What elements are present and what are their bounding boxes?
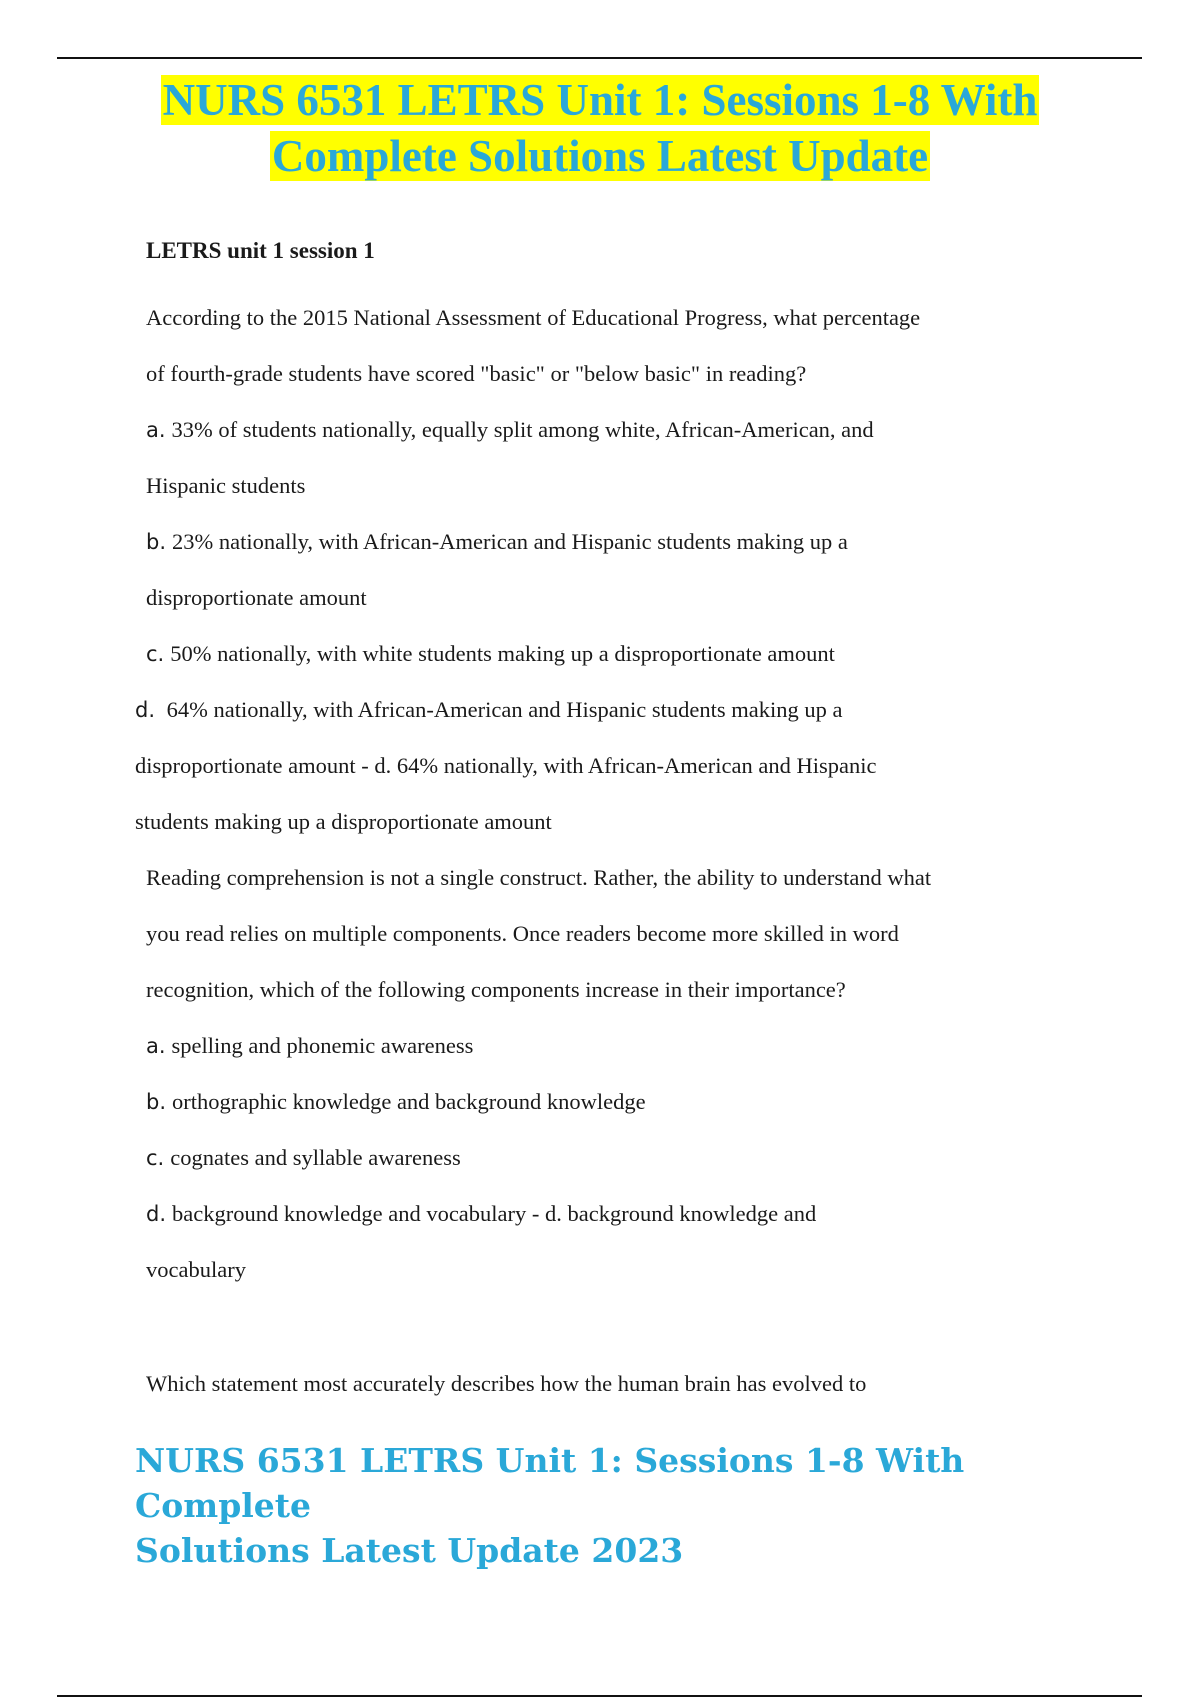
question-2-option-b — [146, 1074, 1146, 1130]
section-heading: LETRS unit 1 session 1 — [146, 238, 375, 263]
question-2-option-d — [146, 1186, 1146, 1242]
question-2-stem-line-2: you read relies on multiple components. Once readers become more skilled in word — [146, 921, 899, 946]
question-1-stem-line-1: According to the 2015 National Assessment of Educational Progress, what percentage — [146, 305, 921, 330]
question-2 — [146, 850, 1146, 1298]
option-text: 23% nationally, with African-American and Hispanic students making up a — [172, 529, 848, 554]
question-1-stem-line-2: of fourth-grade students have scored "basic" or "below basic" in reading? — [146, 361, 807, 386]
question-2-option-c — [146, 1130, 1146, 1186]
question-1-option-a-cont: Hispanic students — [146, 473, 306, 498]
option-text: 50% nationally, with white students making up a disproportionate amount — [170, 641, 835, 666]
footer-title-line-2: Solutions Latest Update 2023 — [135, 1531, 684, 1570]
question-1-option-b-cont: disproportionate amount — [146, 585, 367, 610]
bottom-rule — [57, 1695, 1142, 1697]
option-text: 64% nationally, with African-American and Hispanic students making up a — [166, 697, 843, 722]
question-1-option-d — [135, 682, 1146, 738]
question-1-option-d-cont-1: disproportionate amount - d. 64% nationally, with African-American and Hispanic — [135, 753, 877, 778]
question-2-option-d-cont: vocabulary — [146, 1257, 246, 1282]
question-1-option-c — [146, 626, 1146, 682]
option-text: spelling and phonemic awareness — [171, 1033, 474, 1058]
question-1-option-a — [146, 402, 1146, 458]
top-rule — [57, 57, 1142, 59]
option-letter: c. — [146, 642, 165, 666]
option-text: cognates and syllable awareness — [170, 1145, 461, 1170]
option-text: background knowledge and vocabulary - d. background knowledge and — [172, 1201, 817, 1226]
page-title-line-2: Complete Solutions Latest Update — [271, 131, 929, 181]
page-title-line-1: NURS 6531 LETRS Unit 1: Sessions 1-8 With — [162, 75, 1038, 125]
question-2-stem-line-1: Reading comprehension is not a single construct. Rather, the ability to understand what — [146, 865, 932, 890]
page-title — [80, 72, 1120, 184]
document-body — [135, 236, 1146, 1412]
option-letter: b. — [146, 530, 167, 554]
option-text: 33% of students nationally, equally split among white, African-American, and — [171, 417, 874, 442]
option-text: orthographic knowledge and background knowledge — [172, 1089, 646, 1114]
question-3 — [146, 1356, 1146, 1412]
option-letter: c. — [146, 1146, 165, 1170]
option-letter: a. — [146, 1034, 166, 1058]
question-3-stem-line-1: Which statement most accurately describes how the human brain has evolved to — [146, 1371, 867, 1396]
option-letter: d. — [146, 1202, 167, 1226]
spacer — [146, 1298, 1146, 1356]
question-1-option-b — [146, 514, 1146, 570]
footer-title-line-1: NURS 6531 LETRS Unit 1: Sessions 1-8 With Complete — [135, 1441, 965, 1525]
question-2-stem-line-3: recognition, which of the following components increase in their importance? — [146, 977, 846, 1002]
option-letter: d. — [135, 698, 156, 722]
question-2-option-a — [146, 1018, 1146, 1074]
question-1-option-d-cont-2: students making up a disproportionate amount — [135, 809, 552, 834]
footer-title — [135, 1438, 1135, 1573]
option-letter: b. — [146, 1090, 167, 1114]
question-1 — [135, 290, 1146, 850]
option-letter: a. — [146, 418, 166, 442]
